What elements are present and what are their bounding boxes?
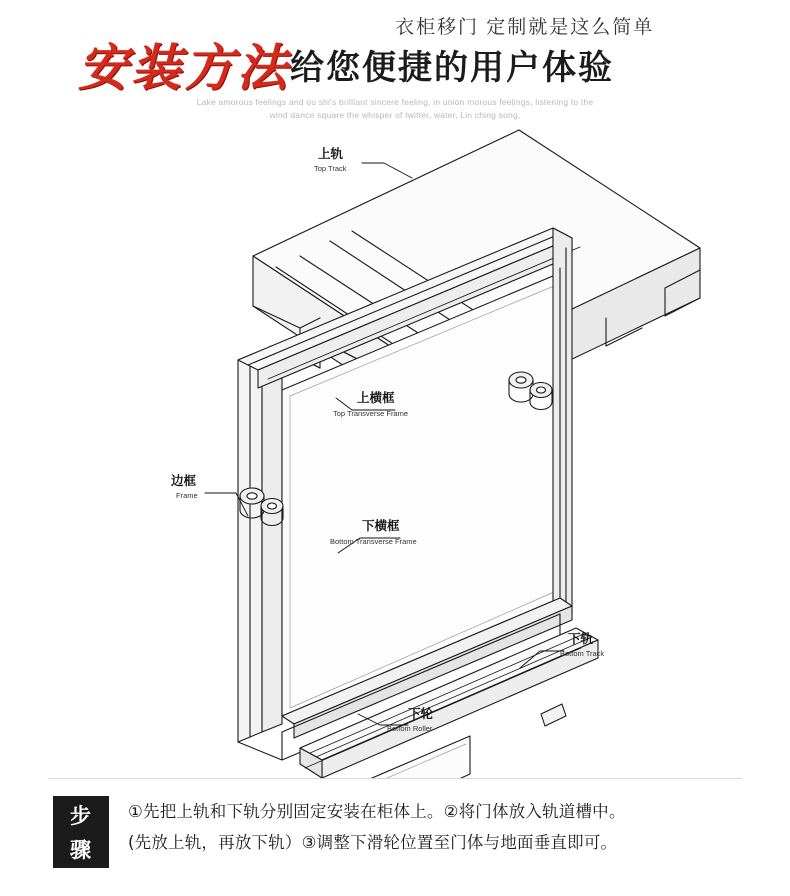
steps-badge-line-2: 骤 <box>70 838 92 862</box>
steps-instructions <box>128 796 738 858</box>
steps-badge-line-1: 步 <box>70 804 92 828</box>
label-bottom-transverse-frame-cn: 下横框 <box>362 518 400 533</box>
header-title-black: 给您便捷的用户体验 <box>290 48 614 88</box>
header-subtitle: 衣柜移门 定制就是这么简单 <box>395 17 655 38</box>
label-top-transverse-frame-cn: 上横框 <box>357 390 395 405</box>
label-top-track <box>314 146 347 173</box>
header-english-caption <box>0 96 790 122</box>
wardrobe-sliding-door-diagram <box>0 128 790 778</box>
label-bottom-track-cn: 下轨 <box>568 631 594 646</box>
steps-line-1: ①先把上轨和下轨分别固定安装在柜体上。②将门体放入轨道槽中。 <box>128 802 626 821</box>
steps-badge <box>53 796 109 868</box>
label-bottom-track-en: Bottom Track <box>560 649 605 658</box>
header-title-group <box>78 28 614 100</box>
label-frame <box>170 473 198 500</box>
steps-section <box>0 772 790 896</box>
header-title-red: 安装方法 <box>78 38 290 97</box>
label-bottom-roller-en: Bottom Roller <box>387 724 433 733</box>
label-top-track-en: Top Track <box>314 164 347 173</box>
label-frame-en: Frame <box>176 491 198 500</box>
header-english-line-2: wind dance square the whisper of twitter, water, Lin ching song, <box>269 110 521 120</box>
label-top-track-cn: 上轨 <box>318 146 344 161</box>
diagram-svg <box>0 128 790 778</box>
page-header <box>0 0 790 128</box>
header-english-line-1: Lake amorous feelings and ou shi's brilliant sincere feeling, in union morous feelings, listening to the <box>196 97 594 107</box>
label-bottom-transverse-frame-en: Bottom Transverse Frame <box>330 537 417 546</box>
label-top-transverse-frame-en: Top Transverse Frame <box>333 409 409 418</box>
steps-divider <box>48 778 742 779</box>
label-frame-cn: 边框 <box>171 473 197 488</box>
steps-line-2: (先放上轨，再放下轨）③调整下滑轮位置至门体与地面垂直即可。 <box>128 833 618 852</box>
label-bottom-roller-cn: 下轮 <box>408 706 434 721</box>
